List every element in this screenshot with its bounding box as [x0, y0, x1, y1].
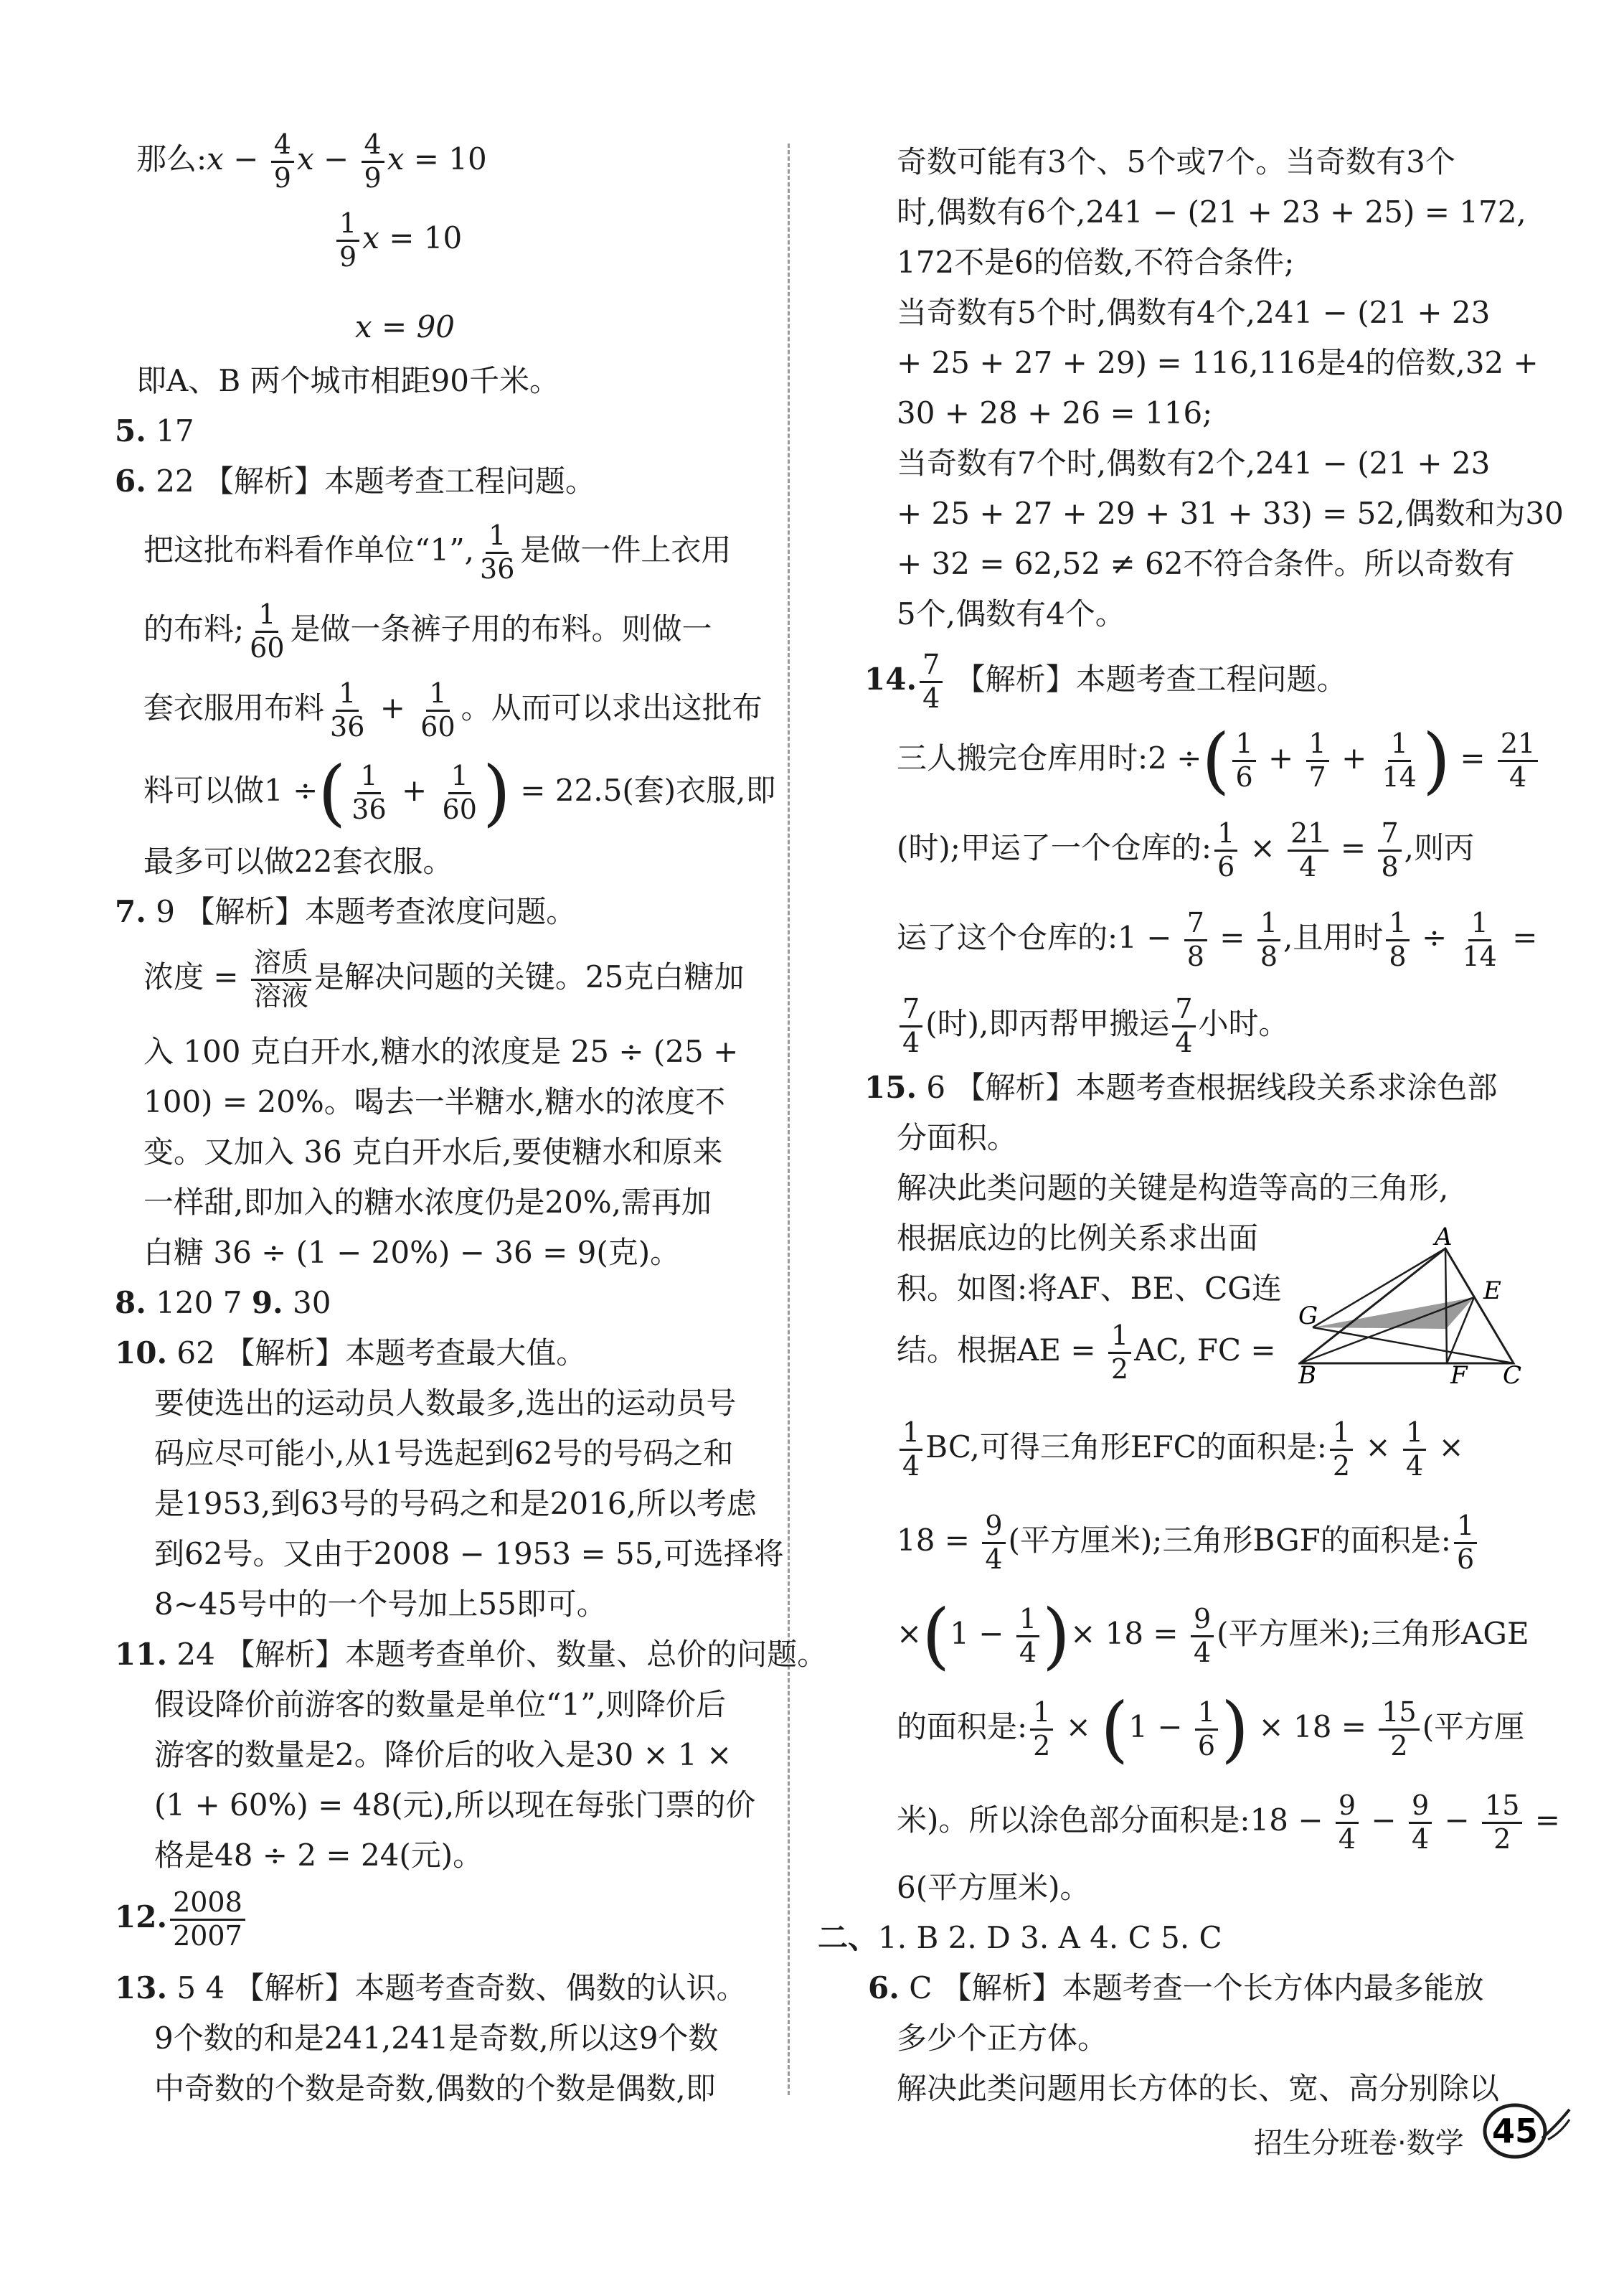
text: = 10: [404, 141, 487, 177]
part2-line: [818, 1920, 1222, 1955]
numerator: 9: [1409, 1790, 1432, 1824]
denominator: 4: [1338, 1822, 1356, 1855]
fraction: [362, 129, 384, 194]
text-line: 172不是6的倍数,不符合条件;: [897, 245, 1295, 280]
numerator: 1: [1108, 1320, 1131, 1354]
denominator: 6: [1197, 1729, 1216, 1761]
question-number: 10.: [115, 1335, 168, 1370]
fraction: [170, 1887, 245, 1952]
fraction: [336, 208, 359, 273]
fraction: [251, 947, 311, 1012]
text: 5 4 【解析】本题考查奇数、偶数的认识。: [167, 1970, 747, 2005]
text-line: 当奇数有5个时,偶数有4个,241 − (21 + 23: [897, 295, 1491, 330]
text-line: 9个数的和是241,241是奇数,所以这9个数: [154, 2021, 719, 2056]
text: 结。根据AE =: [897, 1332, 1105, 1368]
text-line: 即A、B 两个城市相距90千米。: [136, 363, 560, 398]
text-line: 5个,偶数有4个。: [897, 596, 1125, 631]
text: +: [392, 773, 437, 808]
equation-line-3: [355, 309, 455, 344]
denominator: 9: [364, 161, 382, 194]
denominator: 4: [1175, 1026, 1193, 1058]
numerator: 溶质: [251, 947, 311, 981]
text: 小时。: [1198, 1006, 1289, 1042]
text: 把这批布料看作单位“1”,: [143, 532, 475, 568]
q15-line-6: [897, 1417, 1464, 1482]
text: = 22.5(套)衣服,即: [510, 773, 776, 808]
paren: ): [1221, 1687, 1250, 1771]
column-divider: [788, 144, 790, 2095]
q15-line-8: ×(1 − $\frac{1}{4}$ )× 18 = $\frac{9}{4}$ (平方厘米);三角形AGE: [897, 1594, 1529, 1678]
numerator: 7: [900, 994, 922, 1027]
text-line: 6(平方厘米)。: [897, 1870, 1090, 1905]
paren: ): [1042, 1594, 1071, 1678]
question-number: 5.: [115, 413, 146, 448]
text: 米)。所以涂色部分面积是:18 −: [897, 1802, 1333, 1838]
numerator: 9: [1191, 1604, 1214, 1637]
text: (平方厘米);三角形BGF的面积是:: [1008, 1523, 1451, 1558]
denominator: 36: [480, 552, 515, 585]
question-number: 13.: [115, 1970, 168, 2005]
q11-head: [115, 1637, 828, 1672]
text-line: 游客的数量是2。降价后的收入是30 × 1 ×: [154, 1737, 732, 1772]
denominator: 4: [922, 682, 940, 714]
denominator: 4: [1411, 1822, 1430, 1855]
q8-q9-line: [115, 1285, 331, 1320]
text: 【解析】本题考查工程问题。: [945, 662, 1347, 697]
denominator: 4: [985, 1543, 1003, 1575]
fraction: [1482, 1790, 1522, 1855]
text-line: 格是48 ÷ 2 = 24(元)。: [154, 1838, 483, 1873]
denominator: 60: [420, 710, 455, 743]
numerator: 2008: [170, 1887, 245, 1921]
text: 30: [283, 1285, 331, 1320]
text: (平方厘米);三角形AGE: [1217, 1616, 1529, 1651]
fraction: [900, 994, 922, 1058]
numerator: 1: [1195, 1697, 1218, 1731]
q5-line: [115, 413, 194, 448]
text-line: 解决此类问题用长方体的长、宽、高分别除以: [897, 2071, 1500, 2106]
fraction: [349, 761, 389, 825]
q15-head: [864, 1070, 1498, 1105]
denominator: 6: [1235, 761, 1253, 793]
label-b: B: [1298, 1361, 1316, 1385]
denominator: 8: [1389, 940, 1407, 972]
fraction: [1232, 728, 1255, 793]
text-line: 要使选出的运动员人数最多,选出的运动员号: [154, 1386, 737, 1421]
denominator: 14: [1382, 761, 1417, 793]
numerator: 1: [336, 678, 359, 712]
text-line: 最多可以做22套衣服。: [143, 844, 453, 879]
fraction: [1379, 1697, 1419, 1761]
book-title: 招生分班卷·数学: [1254, 2127, 1464, 2160]
q6-line-1: [143, 520, 731, 585]
text: ×: [1429, 1429, 1464, 1465]
numerator: 1: [486, 520, 509, 554]
text: (平方厘: [1422, 1709, 1525, 1744]
numerator: 1: [336, 208, 359, 242]
text: x −: [207, 141, 268, 177]
text-line: 分面积。: [897, 1120, 1018, 1155]
fraction: [920, 649, 943, 714]
denominator: 4: [902, 1026, 920, 1058]
denominator: 2: [1033, 1729, 1051, 1761]
fraction: [982, 1510, 1005, 1575]
text: 17: [146, 413, 194, 448]
numerator: 1: [1030, 1697, 1053, 1731]
numerator: 4: [362, 129, 384, 163]
q14-line-3: [897, 908, 1537, 972]
section-label: 二、: [818, 1920, 879, 1955]
text: +: [1331, 740, 1377, 776]
text: AC, FC =: [1134, 1332, 1276, 1368]
numerator: 1: [1386, 908, 1409, 941]
text: 22 【解析】本题考查工程问题。: [146, 464, 596, 499]
text: =: [1525, 1802, 1560, 1838]
denominator: 溶液: [253, 979, 308, 1012]
numerator: 15: [1482, 1790, 1522, 1824]
text-line: + 32 = 62,52 ≠ 62不符合条件。所以奇数有: [897, 546, 1515, 581]
text: 。从而可以求出这批布: [461, 690, 763, 726]
denominator: 2: [1390, 1729, 1408, 1761]
numerator: 21: [1498, 728, 1538, 762]
text-line: 根据底边的比例关系求出面: [897, 1220, 1259, 1256]
denominator: 4: [902, 1449, 920, 1482]
triangle-abc: [1300, 1248, 1514, 1363]
text: ,则丙: [1404, 830, 1474, 866]
question-number: 8.: [115, 1285, 146, 1320]
text: 的布料;: [143, 611, 245, 647]
fraction: [1460, 908, 1500, 972]
segment-af: [1445, 1248, 1447, 1363]
fraction: [1016, 1604, 1039, 1668]
text: ÷: [1412, 920, 1457, 956]
text: 的面积是:: [897, 1709, 1028, 1744]
denominator: 8: [1381, 850, 1399, 883]
fraction: [1379, 728, 1420, 793]
fraction: [271, 129, 294, 194]
segment-cg: [1313, 1327, 1514, 1363]
numerator: 1: [357, 761, 380, 794]
paren: (: [1202, 718, 1230, 802]
q15-line-7: [897, 1510, 1480, 1575]
q10-head: [115, 1335, 587, 1370]
fraction: [1330, 1417, 1353, 1482]
text: +: [1258, 740, 1303, 776]
denominator: 2: [1332, 1449, 1351, 1482]
text-line: 是1953,到63号的号码之和是2016,所以考虑: [154, 1486, 757, 1521]
numerator: 1: [1016, 1604, 1039, 1637]
numerator: 15: [1379, 1697, 1419, 1731]
question-number: 14.: [864, 662, 917, 697]
text-line: 到62号。又由于2008 − 1953 = 55,可选择将: [154, 1536, 784, 1571]
text-line: + 25 + 27 + 29 + 31 + 33) = 52,偶数和为30: [897, 496, 1564, 531]
text: × 18 =: [1249, 1709, 1377, 1744]
text: ×: [897, 1616, 922, 1651]
q12-line: [115, 1887, 248, 1952]
text: 18 =: [897, 1523, 980, 1558]
fraction: [1378, 818, 1401, 883]
denominator: 2: [1110, 1353, 1129, 1385]
numerator: 1: [1232, 728, 1255, 762]
text: −: [1148, 1709, 1192, 1744]
text-line: 奇数可能有3个、5个或7个。当奇数有3个: [897, 144, 1455, 179]
text: 9 【解析】本题考查浓度问题。: [146, 894, 577, 929]
fraction: [900, 1417, 922, 1482]
numerator: 7: [1378, 818, 1401, 852]
q14-line-2: [897, 818, 1474, 883]
fraction: [1214, 818, 1237, 883]
denominator: 2: [1493, 1822, 1511, 1855]
text: x: [387, 141, 405, 177]
text: ×: [1240, 830, 1285, 866]
text: =: [1450, 740, 1495, 776]
q7-line-1: [143, 947, 744, 1012]
numerator: 1: [1214, 818, 1237, 852]
fraction: [440, 761, 480, 825]
fraction: [327, 678, 367, 743]
q14-line-4: [897, 994, 1289, 1058]
text: (时);甲运了一个仓库的:: [897, 830, 1212, 866]
label-e: E: [1483, 1276, 1501, 1305]
fraction: [1257, 908, 1280, 972]
denominator: 8: [1186, 940, 1204, 972]
numerator: 7: [1184, 908, 1207, 941]
fraction: [1306, 728, 1329, 793]
text-line: 假设降价前游客的数量是单位“1”,则降价后: [154, 1687, 727, 1722]
denominator: 6: [1456, 1543, 1475, 1575]
text-line: 入 100 克白开水,糖水的浓度是 25 ÷ (25 +: [143, 1034, 739, 1069]
text: ×: [1056, 1709, 1101, 1744]
q15-line-9: 的面积是: $\frac{1}{2}$ × (1 − $\frac{1}{6}$ ) × 18 = $\frac{15}{2}$ (平方厘: [897, 1687, 1525, 1771]
text: x: [362, 220, 379, 256]
question-number: 7.: [115, 894, 146, 929]
q15-line-10: [897, 1790, 1560, 1855]
q6-line-3: [143, 678, 763, 743]
numerator: 4: [271, 129, 294, 163]
text: 三人搬完仓库用时:2 ÷: [897, 740, 1202, 776]
fraction: [1172, 994, 1195, 1058]
triangle-diagram: [1298, 1227, 1528, 1385]
label-g: G: [1298, 1302, 1318, 1330]
fraction: [417, 678, 458, 743]
numerator: 7: [1172, 994, 1195, 1027]
text-line: 时,偶数有6个,241 − (21 + 23 + 25) = 172,: [897, 194, 1526, 230]
numerator: 1: [1454, 1510, 1477, 1544]
text: =: [1331, 830, 1376, 866]
denominator: 4: [1299, 850, 1317, 883]
q13-head: [115, 1970, 747, 2005]
denominator: 4: [1406, 1449, 1424, 1482]
text: x: [296, 141, 314, 177]
text: 浓度 =: [143, 959, 248, 995]
fraction: [1195, 1697, 1218, 1761]
text: (时),即丙帮甲搬运: [925, 1006, 1170, 1042]
text-line: 积。如图:将AF、BE、CG连: [897, 1271, 1282, 1306]
fraction: [1191, 1604, 1214, 1668]
q7-head: [115, 894, 577, 929]
numerator: 1: [448, 761, 471, 794]
fraction: [247, 599, 287, 664]
text-line: 白糖 36 ÷ (1 − 20%) − 36 = 9(克)。: [143, 1235, 681, 1270]
text: 24 【解析】本题考查单价、数量、总价的问题。: [167, 1637, 828, 1672]
paren: (: [922, 1594, 950, 1678]
question-number: 6.: [868, 1970, 900, 2005]
text-line: 100) = 20%。喝去一半糖水,糖水的浓度不: [143, 1084, 726, 1119]
paren: ): [1422, 718, 1450, 802]
denominator: 9: [339, 240, 357, 273]
text: BC,可得三角形EFC的面积是:: [925, 1429, 1327, 1465]
text: 是做一条裤子用的布料。则做一: [290, 611, 712, 647]
page-number-badge: [1479, 2095, 1572, 2167]
text-line: 多少个正方体。: [897, 2021, 1108, 2056]
text-line: 解决此类问题的关键是构造等高的三角形,: [897, 1170, 1449, 1205]
numerator: 9: [982, 1510, 1005, 1544]
denominator: 60: [250, 631, 285, 664]
text: −: [1435, 1802, 1480, 1838]
q6-line-4: [143, 751, 776, 834]
denominator: 4: [1509, 761, 1527, 793]
label-a: A: [1435, 1227, 1453, 1251]
text-line: 8~45号中的一个号加上55即可。: [154, 1586, 607, 1622]
label-f: F: [1450, 1361, 1468, 1385]
numerator: 1: [1403, 1417, 1426, 1451]
text: = 10: [379, 220, 463, 256]
text: 套衣服用布料: [143, 690, 325, 726]
text-line: 当奇数有7个时,偶数有2个,241 − (21 + 23: [897, 446, 1491, 481]
question-number: 11.: [115, 1637, 168, 1672]
denominator: 9: [273, 161, 291, 194]
fraction: [1184, 908, 1207, 972]
text: 料可以做1 ÷: [143, 773, 318, 808]
p2-q6-head: [868, 1970, 1484, 2005]
denominator: 60: [442, 793, 477, 825]
fraction: [1403, 1417, 1426, 1482]
text: ×: [1356, 1429, 1401, 1465]
text: 6 【解析】本题考查根据线段关系求涂色部: [917, 1070, 1498, 1105]
text: 是做一件上衣用: [520, 532, 732, 568]
text-line: 码应尽可能小,从1号选起到62号的号码之和: [154, 1436, 734, 1471]
numerator: 7: [920, 649, 943, 683]
text: 120 7: [146, 1285, 252, 1320]
text: 1. B 2. D 3. A 4. C 5. C: [878, 1920, 1222, 1955]
numerator: 1: [426, 678, 449, 712]
numerator: 1: [1468, 908, 1491, 941]
denominator: 8: [1260, 940, 1278, 972]
numerator: 1: [1388, 728, 1411, 762]
fraction: [1409, 1790, 1432, 1855]
q14-head: [864, 649, 1347, 714]
text: −: [1361, 1802, 1406, 1838]
numerator: 21: [1288, 818, 1328, 852]
text: 62 【解析】本题考查最大值。: [167, 1335, 587, 1370]
question-number: 6.: [115, 464, 146, 499]
numerator: 1: [1330, 1417, 1353, 1451]
fraction: [477, 520, 517, 585]
fraction: [1336, 1790, 1359, 1855]
fraction: [1498, 728, 1538, 793]
text: x = 90: [355, 309, 455, 344]
fraction: [1454, 1510, 1477, 1575]
text: ,且用时: [1283, 920, 1384, 956]
paren: ): [482, 751, 511, 834]
denominator: 36: [330, 710, 365, 743]
numerator: 1: [1306, 728, 1329, 762]
page-number: 45: [1491, 2112, 1539, 2150]
paren: (: [1100, 1687, 1129, 1771]
numerator: 1: [255, 599, 278, 633]
numerator: 1: [900, 1417, 922, 1451]
text-line: 一样甜,即加入的糖水浓度仍是20%,需再加: [143, 1185, 712, 1220]
denominator: 2007: [173, 1919, 242, 1952]
denominator: 4: [1193, 1636, 1212, 1668]
denominator: 4: [1019, 1636, 1037, 1668]
question-number: 15.: [864, 1070, 917, 1105]
question-number: 12.: [115, 1899, 168, 1935]
label-c: C: [1503, 1361, 1522, 1385]
text-line: 30 + 28 + 26 = 116;: [897, 395, 1213, 431]
text: 运了这个仓库的:1 −: [897, 920, 1181, 956]
q6-head: [115, 466, 595, 497]
text-line: + 25 + 27 + 29) = 116,116是4的倍数,32 +: [897, 345, 1539, 380]
denominator: 6: [1217, 850, 1235, 883]
fraction: [1108, 1320, 1131, 1385]
text-line: 变。又加入 36 克白开水后,要使糖水和原来: [143, 1134, 723, 1170]
equation-line-1: [136, 129, 487, 194]
numerator: 1: [1257, 908, 1280, 941]
text: × 18 =: [1070, 1616, 1188, 1651]
text: =: [1209, 920, 1255, 956]
text: C 【解析】本题考查一个长方体内最多能放: [899, 1970, 1484, 2005]
text: =: [1502, 920, 1538, 956]
text: 是解决问题的关键。25克白糖加: [313, 959, 745, 995]
text-line: 中奇数的个数是奇数,偶数的个数是偶数,即: [154, 2071, 716, 2106]
equation-line-2: [334, 208, 462, 273]
text: +: [370, 690, 415, 726]
fraction: [1288, 818, 1328, 883]
q14-line-1: [897, 718, 1541, 802]
denominator: 14: [1462, 940, 1497, 972]
numerator: 9: [1336, 1790, 1359, 1824]
text: −: [968, 1616, 1014, 1651]
denominator: 36: [351, 793, 387, 825]
question-number: 9.: [251, 1285, 283, 1320]
denominator: 7: [1308, 761, 1326, 793]
text: −: [313, 141, 359, 177]
q15-line-5: [897, 1320, 1276, 1385]
fraction: [1386, 908, 1409, 972]
fraction: [1030, 1697, 1053, 1761]
q6-line-2: [143, 599, 712, 664]
text: 那么:: [136, 141, 207, 177]
paren: (: [318, 751, 346, 834]
text-line: (1 + 60%) = 48(元),所以现在每张门票的价: [154, 1787, 756, 1822]
